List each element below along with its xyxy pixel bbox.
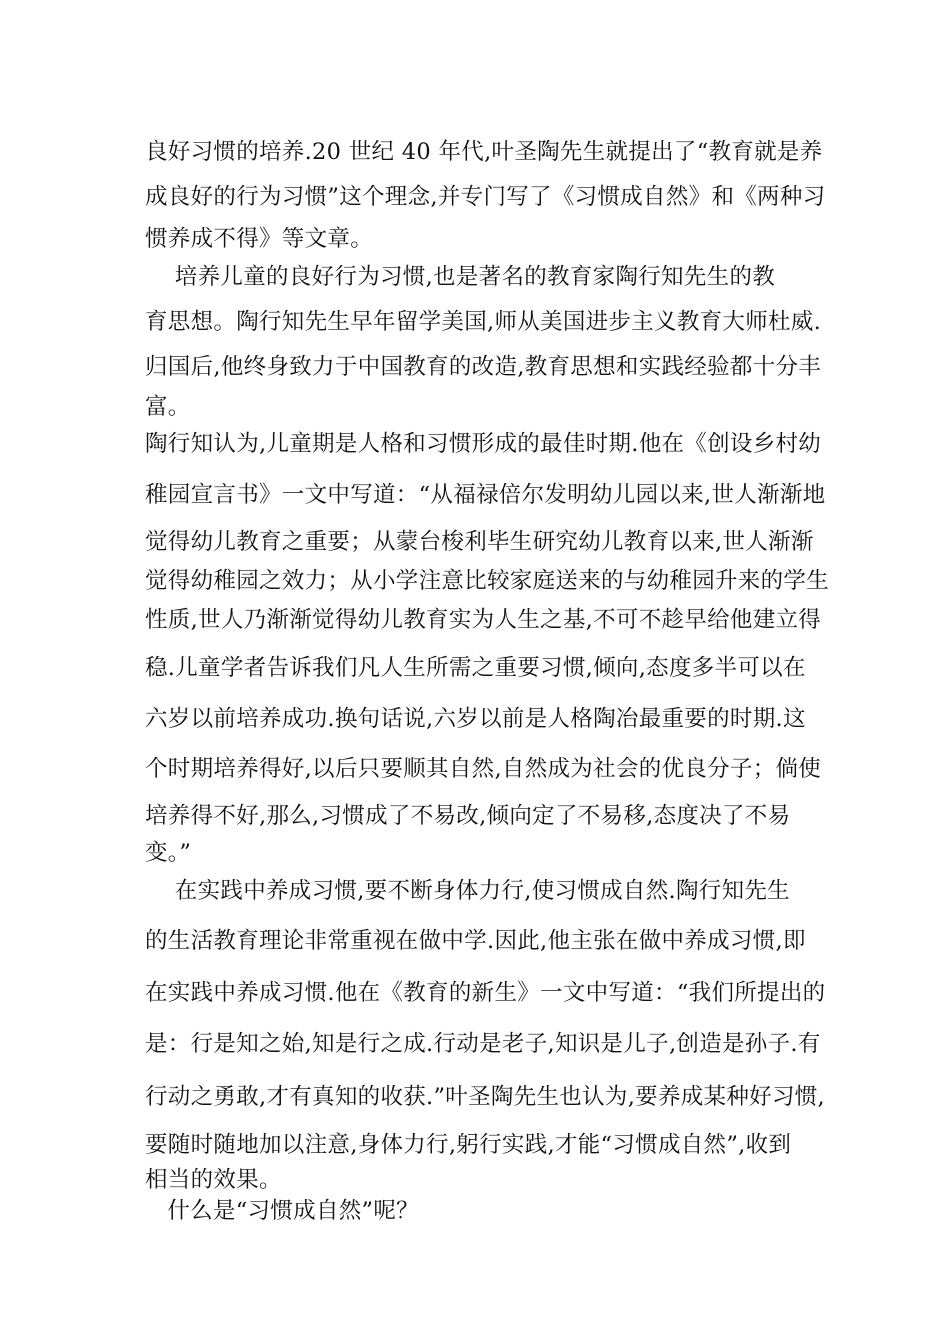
text-line-17: 变。” (145, 840, 192, 866)
text-line-16: 培养得不好,那么,习惯成了不易改,倾向定了不易移,态度决了不易 (145, 803, 791, 829)
text-line-14: 六岁以前培养成功.换句话说,六岁以前是人格陶冶最重要的时期.这 (145, 706, 806, 732)
text-line-8: 陶行知认为,儿童期是人格和习惯形成的最佳时期.他在《创设乡村幼 (145, 431, 822, 457)
text-line-21: 是：行是知之始,知是行之成.行动是老子,知识是儿子,创造是孙子.有 (145, 1031, 821, 1057)
text-line-4: 培养儿童的良好行为习惯,也是著名的教育家陶行知先生的教 (145, 264, 776, 290)
text-line-18: 在实践中养成习惯,要不断身体力行,使习惯成自然.陶行知先生 (145, 878, 790, 904)
text-line-24: 相当的效果。 (145, 1167, 282, 1193)
text-line-22: 行动之勇敢,才有真知的收获.”叶圣陶先生也认为,要养成某种好习惯, (145, 1084, 826, 1110)
text-line-23: 要随时随地加以注意,身体力行,躬行实践,才能“习惯成自然”,收到 (145, 1132, 792, 1158)
text-line-2: 成良好的行为习惯”这个理念,并专门写了《习惯成自然》和《两种习 (145, 184, 826, 210)
text-line-20: 在实践中养成习惯.他在《教育的新生》一文中写道：“我们所提出的 (145, 980, 826, 1006)
text-line-10: 觉得幼儿教育之重要；从蒙台梭利毕生研究幼儿教育以来,世人渐渐 (145, 529, 814, 555)
text-line-7: 富。 (145, 394, 191, 420)
text-line-12: 性质,世人乃渐渐觉得幼儿教育实为人生之基,不可不趁早给他建立得 (145, 607, 822, 633)
text-line-1: 良好习惯的培养.20 世纪 40 年代,叶圣陶先生就提出了“教育就是养 (145, 139, 823, 165)
text-line-19: 的生活教育理论非常重视在做中学.因此,他主张在做中养成习惯,即 (145, 928, 806, 954)
text-line-11: 觉得幼稚园之效力；从小学注意比较家庭送来的与幼稚园升来的学生 (145, 568, 830, 594)
text-line-3: 惯养成不得》等文章。 (145, 226, 374, 252)
text-line-15: 个时期培养得好,以后只要顺其自然,自然成为社会的优良分子；倘使 (145, 756, 822, 782)
text-line-9: 稚园宣言书》一文中写道：“从福禄倍尔发明幼儿园以来,世人渐渐地 (145, 482, 826, 508)
text-line-6: 归国后,他终身致力于中国教育的改造,教育思想和实践经验都十分丰 (145, 354, 822, 380)
text-line-25: 什么是“习惯成自然”呢？ (145, 1198, 419, 1224)
text-line-5: 育思想。陶行知先生早年留学美国,师从美国进步主义教育大师杜威. (145, 309, 822, 335)
text-line-13: 稳.儿童学者告诉我们凡人生所需之重要习惯,倾向,态度多半可以在 (145, 655, 806, 681)
